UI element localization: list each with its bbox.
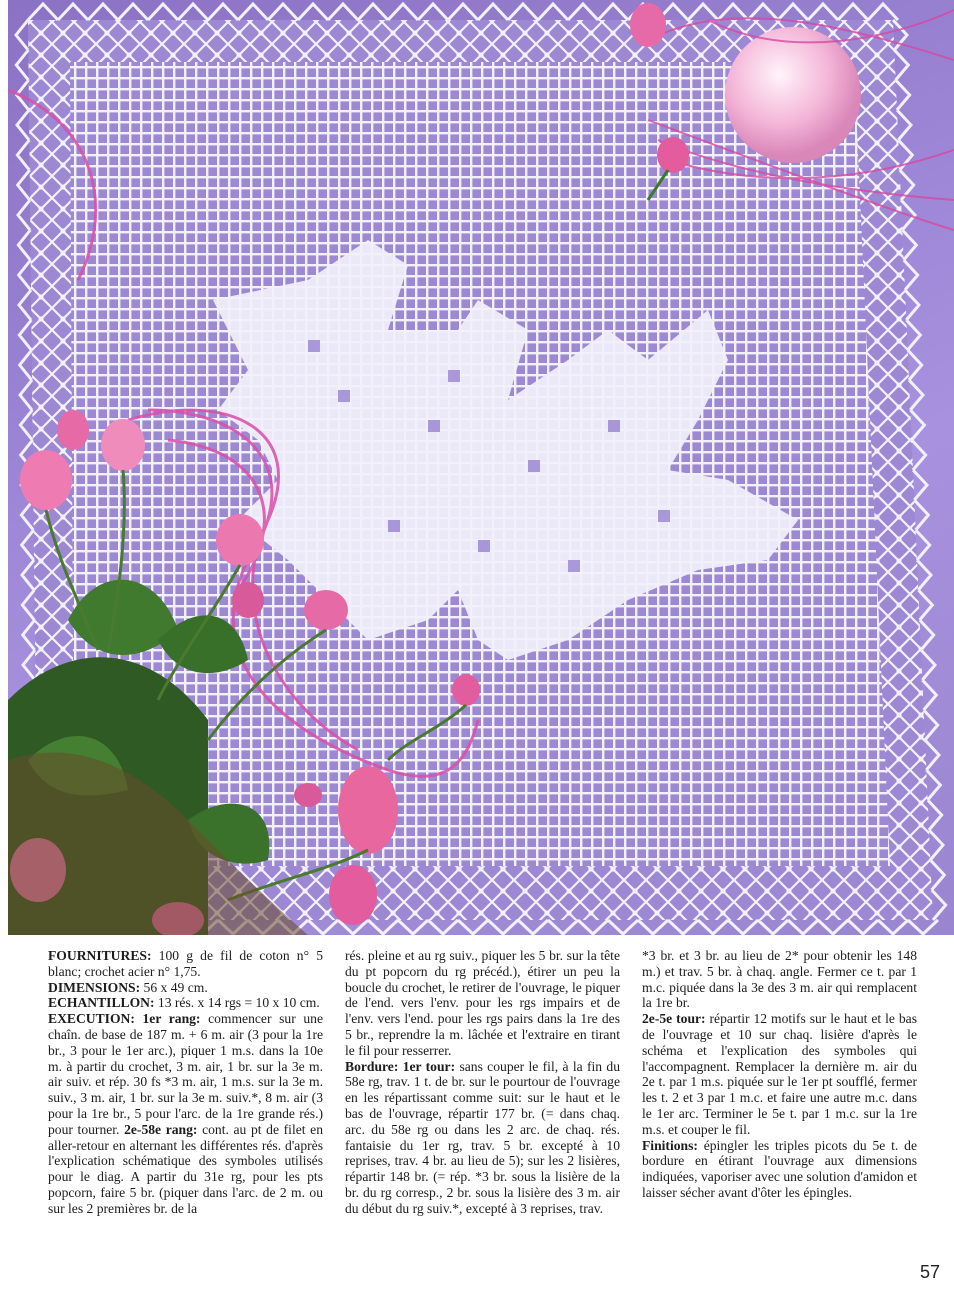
rows-2-58-label: 2e-58e rang: — [119, 1121, 198, 1137]
supplies-label: FOURNITURES: — [48, 948, 152, 963]
pink-ball — [725, 27, 861, 163]
popcorn-paragraph — [345, 948, 620, 1059]
finishing-text: épingler les triples picots du 5e t. de bordure en étirant l'ouvrage aux dimensions indiquées, vaporiser avec une solution d'amidon et laisser sécher avant d'ôter les épingles. — [642, 1137, 917, 1200]
execution-paragraph — [48, 1011, 323, 1216]
gauge-text: 13 rés. x 14 rgs = 10 x 10 cm. — [154, 995, 320, 1011]
crochet-doily-photo — [8, 0, 954, 935]
rounds-2-5-text: répartir 12 motifs sur le haut et le bas de l'ouvrage et 10 sur chaq. lisière d'après le schéma et l'explication des symboles qui l'accompagnent. Remplacer la dernière m. air du 2e t. par 1 m.s. piquée sur le 1er pt soufflé, fermer les t. 2 et 3 par 1 m.c. et faire une autre m.c. dans le 1er arc. Terminer le 5e t. par 1 m.c. sur la 1re m.s. et couper le fil. — [642, 1011, 917, 1137]
popcorn-text: rés. pleine et au rg suiv., piquer les 5 br. sur la tête du pt popcorn du rg précéd.), étirer un peu la boucle du crochet, le retirer de l'ouvrage, le piquer de l'end. vers l'env. pour les rgs impairs et de l'env. vers l'end. pour les rgs pairs dans la 1re des 5 br., reprendre la m. lâchée et l'extraire en tirant le fil pour resserrer. — [345, 948, 620, 1058]
border-text: sans couper le fil, à la fin du 58e rg, trav. 1 t. de br. sur le pourtour de l'ouvrage en les répartissant comme suit: sur le haut et le bas de l'ouvrage, répartir 177 br. (= dans chaq. arc. du 58e rg ou dans les 2 arc. de chaq. rés. fantaisie du 1er rg, trav. 5 br. excepté à 10 reprises, trav. 4 br. au lieu de 5); sur les 2 lisières, répartir 148 br. (= rép. *3 br. sous la lisière de la br. du rg corresp., 2 br. sous la lisière des 3 m. air du début du rg suiv.*, excepté à 3 reprises, trav. — [345, 1058, 620, 1216]
finishing-label: Finitions: — [642, 1137, 698, 1153]
execution-label: EXECUTION: 1er rang: — [48, 1011, 201, 1027]
instructions-column-2 — [345, 948, 620, 1217]
page-number: 57 — [919, 1262, 940, 1282]
gauge-paragraph — [48, 995, 323, 1011]
rows-2-58-text: cont. au pt de filet en aller-retour en alternant les différentes rés. d'après l'explication schématique des symboles utilisés pour le diag. A partir du 31e rg, pour les pts popcorn, faire 5 br. (piquer dans l'arc. de 2 m. ou sur les 2 premières br. de la — [48, 1121, 324, 1216]
dimensions-label: DIMENSIONS: — [48, 979, 141, 995]
border-label: Bordure: 1er tour: — [345, 1058, 456, 1074]
border-continued-paragraph — [642, 948, 917, 1011]
execution-text: commencer sur une chaîn. de base de 187 m. + 6 m. air (3 pour la 1re br., 3 pour le 1er arc.), piquer 1 m.s. dans la 10e m. à partir du crochet, 3 m. air, 1 br. sur la 3e m. air suiv. et rép. 30 fs *3 m. air, 1 m.s. sur la 3e m. suiv., 3 m. air, 1 br. sur la 3e m. suiv.*, 8 m. air (3 pour la 1re br., 5 pour l'arc. de la 1re grande rés.) pour tourner. — [48, 1011, 323, 1137]
photo-illustration — [8, 0, 954, 935]
supplies-paragraph — [48, 948, 323, 980]
supplies-text: 100 g de fil de coton n° 5 blanc; crochet acier n° 1,75. — [48, 948, 323, 979]
rounds-2-5-paragraph — [642, 1011, 917, 1137]
instructions-column-3 — [642, 948, 917, 1201]
dimensions-text: 56 x 49 cm. — [140, 979, 208, 995]
rounds-2-5-label: 2e-5e tour: — [642, 1011, 706, 1027]
instructions-column-1 — [48, 948, 323, 1217]
dimensions-paragraph — [48, 980, 323, 996]
finishing-paragraph — [642, 1138, 917, 1201]
pattern-instructions — [48, 948, 918, 1288]
border-continued-text: *3 br. et 3 br. au lieu de 2* pour obtenir les 148 m.) et trav. 5 br. à chaq. angle. Fermer ce t. par 1 m.c. piquée dans la 3e des 3 m. air qui remplacent la 1re br. — [642, 948, 917, 1011]
gauge-label: ECHANTILLON: — [48, 995, 155, 1011]
border-paragraph — [345, 1059, 620, 1217]
